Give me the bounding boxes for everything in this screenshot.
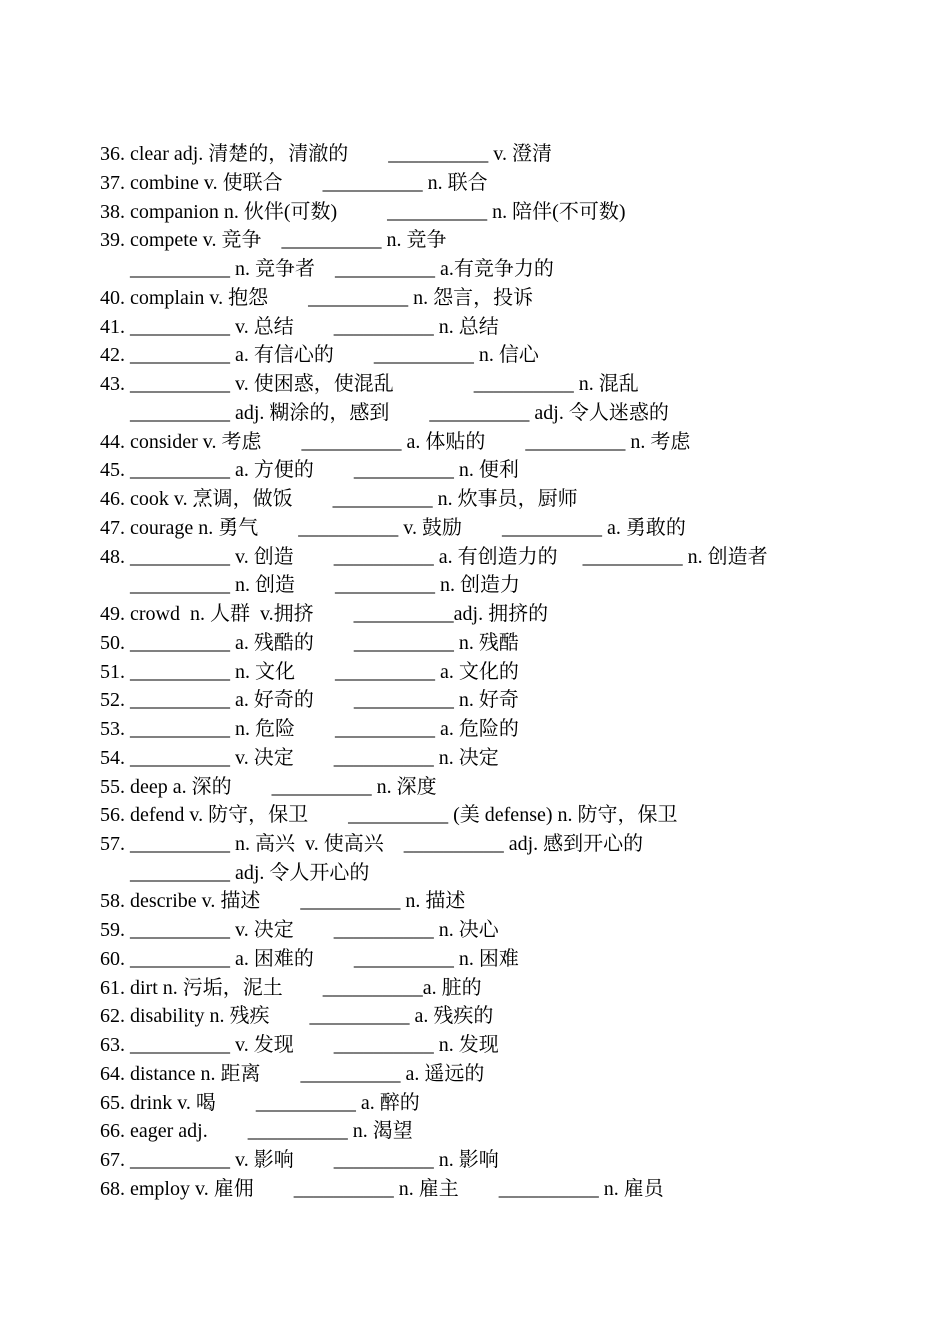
vocab-line: 49. crowd n. 人群 v.拥挤 __________adj. 拥挤的: [100, 603, 549, 625]
vocab-line: 55. deep a. 深的 __________ n. 深度: [100, 776, 437, 798]
vocab-line: 64. distance n. 距离 __________ a. 遥远的: [100, 1063, 485, 1085]
vocab-line: 37. combine v. 使联合 __________ n. 联合: [100, 172, 488, 194]
vocab-line: __________ adj. 令人开心的: [100, 862, 370, 884]
vocab-line: 44. consider v. 考虑 __________ a. 体贴的 __________ n. 考虑: [100, 431, 691, 453]
vocab-line: 48. __________ v. 创造 __________ a. 有创造力的 __________ n. 创造者: [100, 546, 768, 568]
vocab-line: 68. employ v. 雇佣 __________ n. 雇主 __________ n. 雇员: [100, 1178, 664, 1200]
vocab-line: 36. clear adj. 清楚的，清澈的 __________ v. 澄清: [100, 143, 552, 165]
vocab-line: 40. complain v. 抱怨 __________ n. 怨言，投诉: [100, 287, 534, 309]
vocab-line: __________ n. 竞争者 __________ a.有竞争力的: [100, 258, 554, 280]
vocab-line: 63. __________ v. 发现 __________ n. 发现: [100, 1034, 499, 1056]
vocab-line: 59. __________ v. 决定 __________ n. 决心: [100, 919, 499, 941]
vocab-line: 50. __________ a. 残酷的 __________ n. 残酷: [100, 632, 519, 654]
vocab-line: 66. eager adj. __________ n. 渴望: [100, 1120, 413, 1142]
vocab-line: 47. courage n. 勇气 __________ v. 鼓励 __________ a. 勇敢的: [100, 517, 686, 539]
vocab-line: 67. __________ v. 影响 __________ n. 影响: [100, 1149, 499, 1171]
vocab-line: 46. cook v. 烹调，做饭 __________ n. 炊事员，厨师: [100, 488, 578, 510]
vocab-line: 41. __________ v. 总结 __________ n. 总结: [100, 316, 499, 338]
vocab-line: 61. dirt n. 污垢，泥土 __________a. 脏的: [100, 977, 482, 999]
vocab-line: __________ adj. 糊涂的，感到 __________ adj. 令人迷惑的: [100, 402, 669, 424]
vocab-line: 54. __________ v. 决定 __________ n. 决定: [100, 747, 499, 769]
vocab-line: __________ n. 创造 __________ n. 创造力: [100, 574, 520, 596]
vocab-line: 45. __________ a. 方便的 __________ n. 便利: [100, 459, 519, 481]
vocab-line: 56. defend v. 防守，保卫 __________ (美 defense) n. 防守，保卫: [100, 804, 678, 826]
vocab-line: 57. __________ n. 高兴 v. 使高兴 __________ adj. 感到开心的: [100, 833, 644, 855]
vocab-line: 60. __________ a. 困难的 __________ n. 困难: [100, 948, 519, 970]
vocab-line: 39. compete v. 竞争 __________ n. 竞争: [100, 229, 447, 251]
vocab-line: 53. __________ n. 危险 __________ a. 危险的: [100, 718, 519, 740]
vocab-line: 38. companion n. 伙伴(可数) __________ n. 陪伴(不可数): [100, 201, 626, 223]
vocab-line: 62. disability n. 残疾 __________ a. 残疾的: [100, 1005, 494, 1027]
vocab-line: 42. __________ a. 有信心的 __________ n. 信心: [100, 344, 539, 366]
vocab-line: 58. describe v. 描述 __________ n. 描述: [100, 890, 466, 912]
vocab-line: 65. drink v. 喝 __________ a. 醉的: [100, 1092, 420, 1114]
vocab-line: 43. __________ v. 使困惑，使混乱 __________ n. 混乱: [100, 373, 639, 395]
vocab-line: 52. __________ a. 好奇的 __________ n. 好奇: [100, 689, 519, 711]
vocab-line: 51. __________ n. 文化 __________ a. 文化的: [100, 661, 519, 683]
